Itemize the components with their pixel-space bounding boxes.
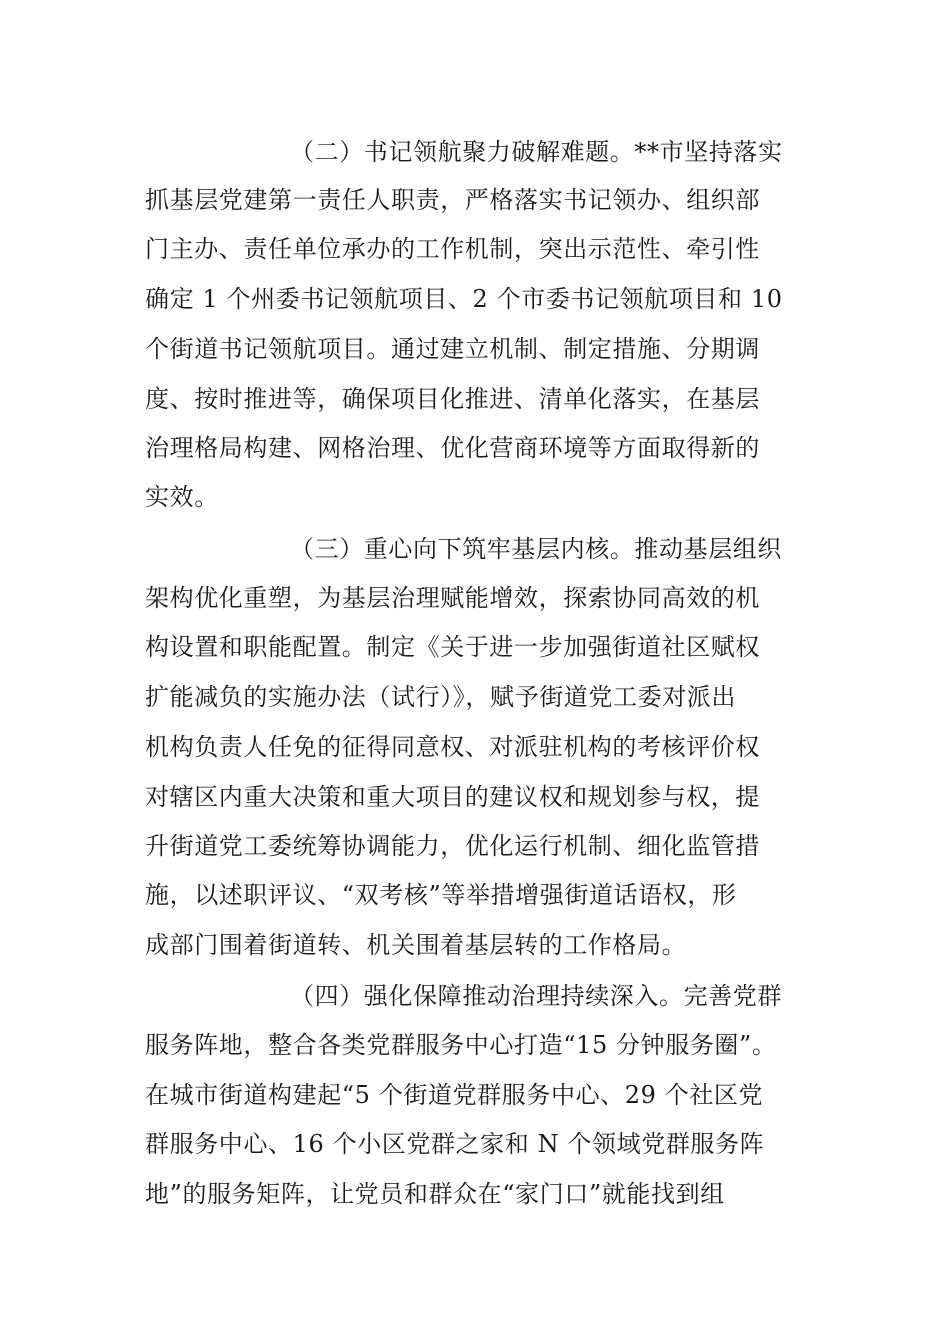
paragraph-3-line-3: 构设置和职能配置。制定《关于进一步加强街道社区赋权: [145, 633, 760, 661]
paragraph-2-line-3: 门主办、责任单位承办的工作机制，突出示范性、牵引性: [145, 235, 760, 263]
paragraph-3-line-6: 对辖区内重大决策和重大项目的建议权和规划参与权，提: [145, 783, 760, 811]
paragraph-4-line-1: （四）强化保障推动治理持续深入。完善党群: [290, 982, 782, 1010]
paragraph-4-line-3: 在城市街道构建起“5 个街道党群服务中心、29 个社区党: [145, 1081, 764, 1109]
paragraph-3-line-2: 架构优化重塑，为基层治理赋能增效，探索协同高效的机: [145, 584, 760, 612]
paragraph-3-line-9: 成部门围着街道转、机关围着基层转的工作格局。: [145, 931, 687, 959]
paragraph-2-line-5: 个街道书记领航项目。通过建立机制、制定措施、分期调: [145, 335, 760, 363]
paragraph-2-line-4: 确定 1 个州委书记领航项目、2 个市委书记领航项目和 10: [145, 285, 783, 313]
paragraph-4-line-4: 群服务中心、16 个小区党群之家和 N 个领域党群服务阵: [145, 1130, 765, 1158]
paragraph-2-line-7: 治理格局构建、网格治理、优化营商环境等方面取得新的: [145, 434, 760, 462]
paragraph-4-line-2: 服务阵地，整合各类党群服务中心打造“15 分钟服务圈”。: [145, 1031, 777, 1059]
paragraph-2-line-1: （二）书记领航聚力破解难题。**市坚持落实: [290, 138, 783, 166]
paragraph-3-line-4: 扩能减负的实施办法（试行）》，赋予街道党工委对派出: [145, 683, 736, 711]
paragraph-3-line-1: （三）重心向下筑牢基层内核。推动基层组织: [290, 535, 782, 563]
paragraph-4-line-5: 地”的服务矩阵，让党员和群众在“家门口”就能找到组: [145, 1180, 725, 1208]
paragraph-3-line-5: 机构负责人任免的征得同意权、对派驻机构的考核评价权: [145, 733, 760, 761]
paragraph-2-line-6: 度、按时推进等，确保项目化推进、清单化落实，在基层: [145, 385, 760, 413]
paragraph-3-line-8: 施，以述职评议、“双考核”等举措增强街道话语权，形: [145, 881, 737, 909]
paragraph-2-line-8: 实效。: [145, 483, 219, 511]
paragraph-2-line-2: 抓基层党建第一责任人职责，严格落实书记领办、组织部: [145, 186, 760, 214]
paragraph-3-line-7: 升街道党工委统筹协调能力，优化运行机制、细化监管措: [145, 832, 760, 860]
